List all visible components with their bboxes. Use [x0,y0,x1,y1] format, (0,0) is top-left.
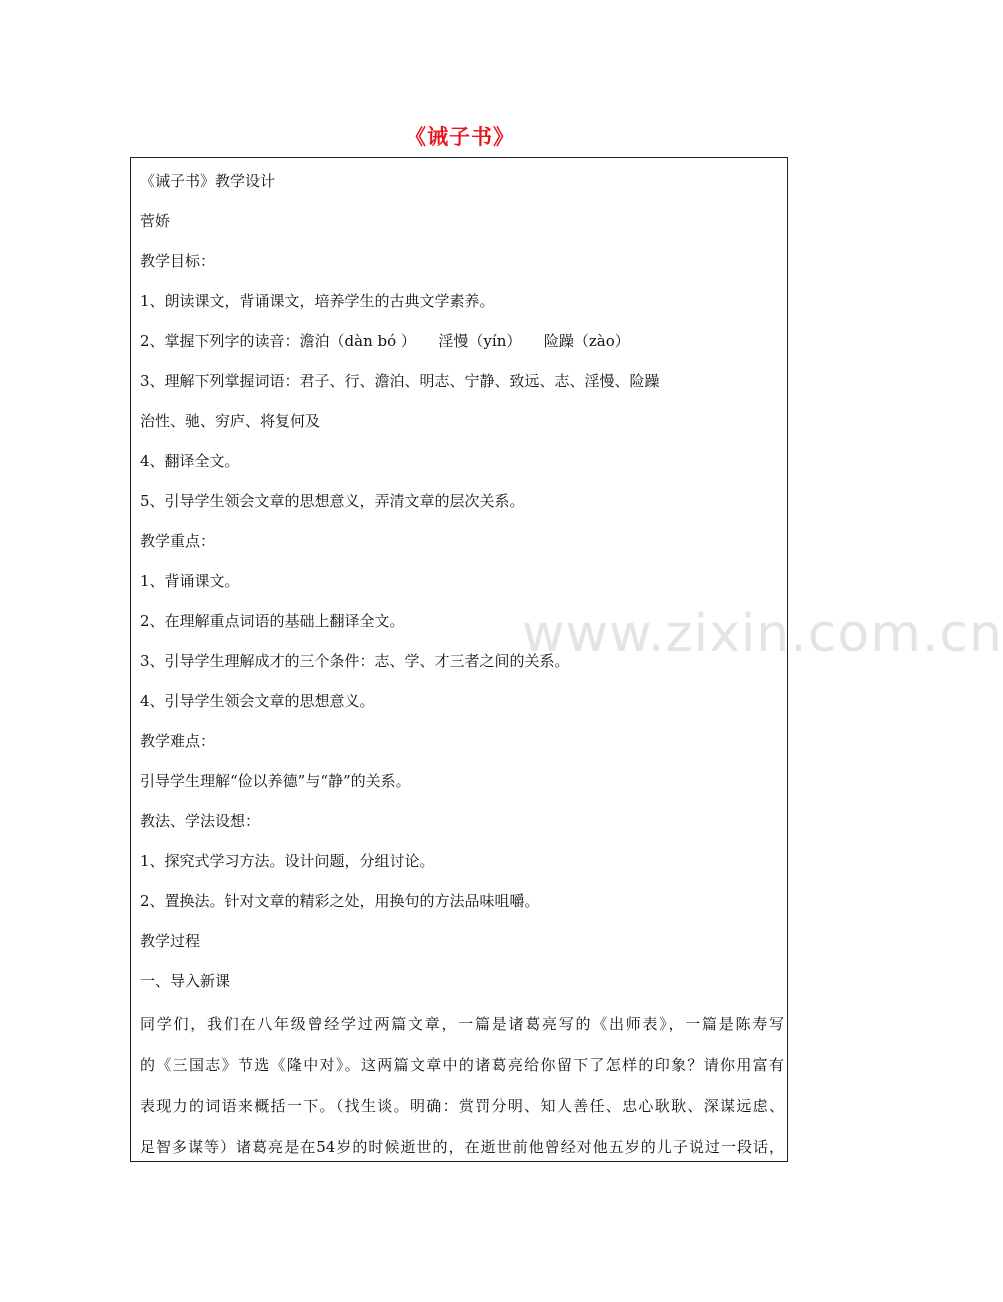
document-title: 《诫子书》 [405,124,515,149]
text-line: 1、朗读课文，背诵课文，培养学生的古典文学素养。 [140,292,495,310]
text-line: 5、引导学生领会文章的思想意义，弄清文章的层次关系。 [140,492,525,510]
text-line: 2、置换法。针对文章的精彩之处，用换句的方法品味咀嚼。 [140,892,540,910]
text-line: 4、翻译全文。 [140,452,240,470]
paragraph-line: 同学们，我们在八年级曾经学过两篇文章，一篇是诸葛亮写的《出师表》，一篇是陈寿写 [140,1015,784,1033]
watermark: www.zixin.com.cn [522,604,1003,664]
text-line: 4、引导学生领会文章的思想意义。 [140,692,375,710]
text-line: 1、探究式学习方法。设计问题，分组讨论。 [140,852,435,870]
text-line: 3、理解下列掌握词语：君子、行、澹泊、明志、宁静、致远、志、淫慢、险躁 [140,372,660,390]
paragraph-line: 的《三国志》节选《隆中对》。这两篇文章中的诸葛亮给你留下了怎样的印象？请你用富有 [140,1056,784,1074]
text-line: 1、背诵课文。 [140,572,240,590]
text-line: 教学难点： [140,732,216,750]
paragraph-line: 足智多谋等）诸葛亮是在54岁的时候逝世的，在逝世前他曾经对他五岁的儿子说过一段话， [140,1138,784,1156]
text-line: 2、掌握下列字的读音：澹泊（dàn bó ） 淫慢（yín） 险躁（zào） [140,332,630,350]
text-line: 《诫子书》教学设计 [140,172,276,190]
text-line: 菅娇 [140,212,171,230]
text-line: 教学重点： [140,532,216,550]
paragraph-line: 表现力的词语来概括一下。（找生谈。明确：赏罚分明、知人善任、忠心耿耿、深谋远虑、 [140,1097,784,1115]
text-line: 3、引导学生理解成才的三个条件：志、学、才三者之间的关系。 [140,652,570,670]
text-line: 教法、学法设想： [140,812,261,830]
text-line: 教学目标： [140,252,216,270]
text-line: 引导学生理解“俭以养德”与“静”的关系。 [140,772,411,790]
text-line: 治性、驰、穷庐、将复何及 [140,412,321,430]
text-line: 2、在理解重点词语的基础上翻译全文。 [140,612,405,630]
text-line: 一、导入新课 [140,972,231,990]
text-line: 教学过程 [140,932,201,950]
